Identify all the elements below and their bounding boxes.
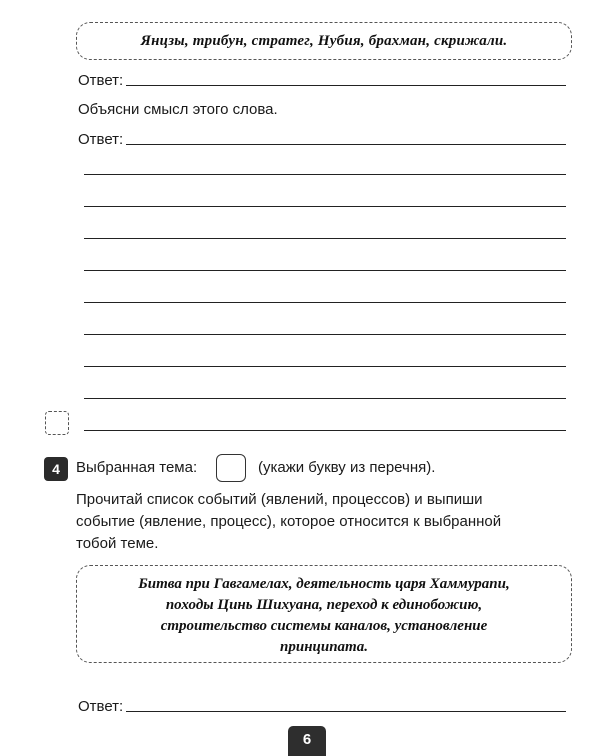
events-line-1: Битва при Гавгамелах, деятельность царя Хаммурапи,: [138, 576, 510, 592]
answer-label: Ответ:: [78, 131, 124, 148]
answer-line[interactable]: [126, 144, 566, 145]
answer-label: Ответ:: [78, 72, 124, 89]
instruction-line-1: Прочитай список событий (явлений, процессов) и выпиши: [76, 491, 483, 508]
writing-line[interactable]: [84, 238, 566, 239]
explain-prompt: Объясни смысл этого слова.: [78, 101, 278, 118]
task-number-badge: 4: [44, 457, 68, 481]
page-number: 6: [288, 726, 326, 756]
writing-line[interactable]: [84, 366, 566, 367]
writing-line[interactable]: [84, 430, 566, 431]
instruction-line-3: тобой теме.: [76, 535, 159, 552]
writing-line[interactable]: [84, 174, 566, 175]
answer-row-3[interactable]: [78, 695, 566, 715]
writing-line[interactable]: [84, 334, 566, 335]
chosen-topic-hint: (укажи букву из перечня).: [258, 459, 436, 476]
word-list-box: [76, 22, 572, 60]
writing-line[interactable]: [84, 270, 566, 271]
chosen-topic-label: Выбранная тема:: [76, 459, 198, 476]
events-line-3: строительство системы каналов, установление: [160, 618, 488, 634]
score-box[interactable]: [45, 411, 69, 435]
events-list-box: [76, 565, 572, 663]
events-line-4: принципата.: [280, 639, 368, 655]
answer-line[interactable]: [126, 85, 566, 86]
writing-line[interactable]: [84, 206, 566, 207]
answer-line[interactable]: [126, 711, 566, 712]
answer-row-1[interactable]: [78, 69, 566, 89]
word-list-text: Янцзы, трибун, стратег, Нубия, брахман, скрижали.: [140, 33, 508, 49]
answer-label: Ответ:: [78, 698, 124, 715]
instruction-line-2: событие (явление, процесс), которое относится к выбранной: [76, 513, 502, 530]
writing-line[interactable]: [84, 398, 566, 399]
events-line-2: походы Цинь Шихуана, переход к единобожию,: [165, 597, 483, 613]
topic-letter-box[interactable]: [216, 454, 246, 482]
answer-row-2[interactable]: [78, 128, 566, 148]
writing-line[interactable]: [84, 302, 566, 303]
